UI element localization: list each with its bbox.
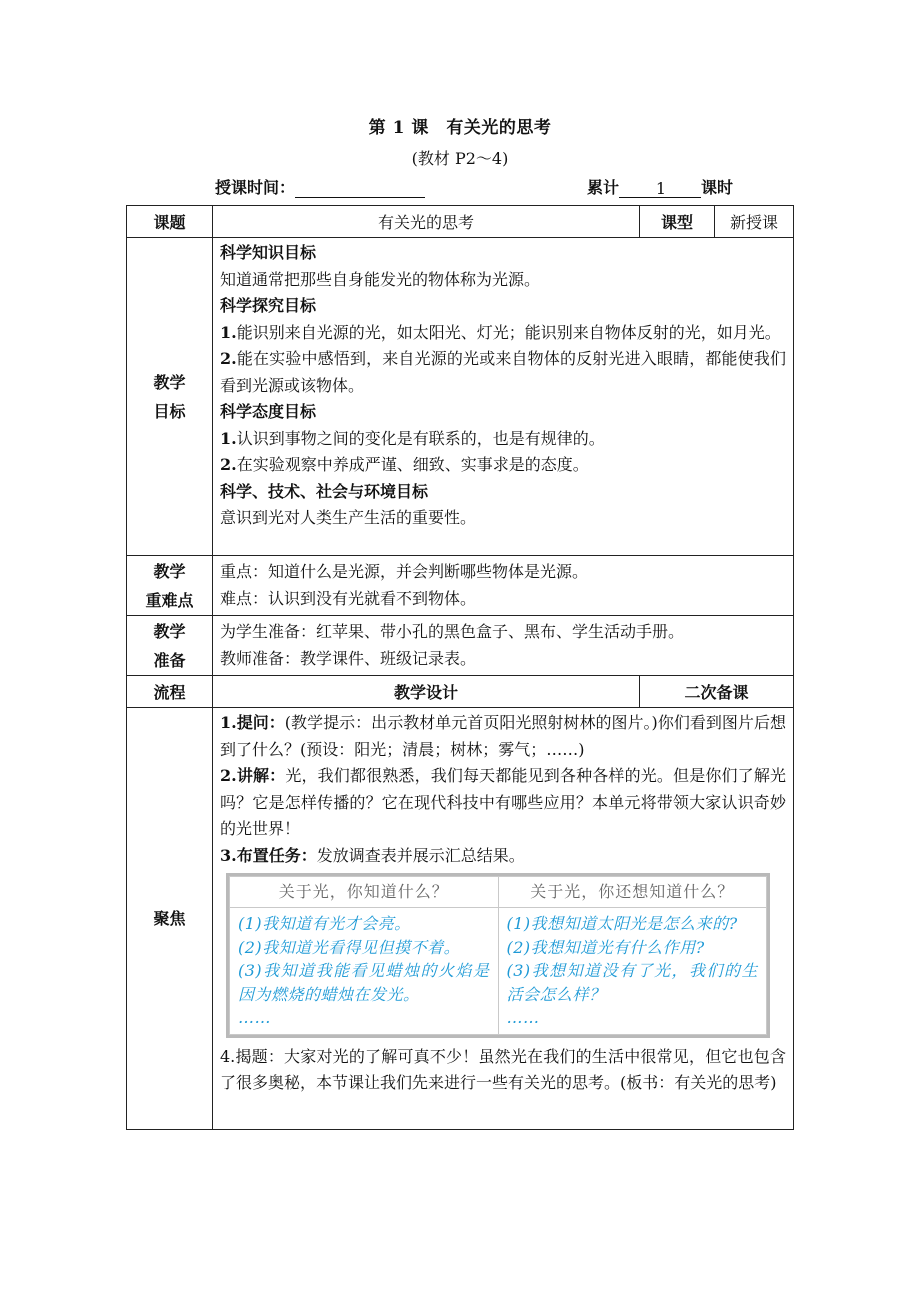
teaching-time-label: 授课时间： bbox=[215, 178, 296, 197]
survey-left-item: (1)我知道有光才会亮。 bbox=[238, 914, 411, 933]
knowledge-goal-text: 知道通常把那些自身能发光的物体称为光源。 bbox=[220, 269, 541, 289]
survey-right-item: (1)我想知道太阳光是怎么来的? bbox=[506, 914, 738, 933]
focus-row bbox=[127, 708, 794, 1130]
focus-step-explain: 2.讲解：光，我们都很熟悉，我们每天都能见到各种各样的光。但是你们了解光吗？它是怎样传播的？它在现代科技中有哪些应用？本单元将带领大家认识奇妙的光世界！ bbox=[220, 766, 786, 838]
lesson-plan-table bbox=[126, 205, 794, 1130]
sts-goal-title: 科学、技术、社会与环境目标 bbox=[220, 481, 429, 501]
survey-left-item: …… bbox=[238, 1008, 271, 1027]
attitude-goal-1: 1.认识到事物之间的变化是有联系的，也是有规律的。 bbox=[220, 428, 605, 448]
teaching-time bbox=[215, 175, 425, 198]
knowledge-goal-title: 科学知识目标 bbox=[220, 243, 317, 262]
blank-before bbox=[619, 179, 655, 198]
cumulative-value[interactable]: 1 bbox=[655, 179, 667, 198]
second-prep-label: 二次备课 bbox=[640, 676, 794, 708]
focus-step-reveal: 4.揭题：大家对光的了解可真不少！虽然光在我们的生活中很常见，但它也包含了很多奥秘，本节课让我们先来进行一些有关光的思考。(板书：有关光的思考) bbox=[220, 1046, 786, 1092]
survey-table bbox=[229, 876, 767, 1035]
survey-right-header: 关于光，你还想知道什么？ bbox=[498, 877, 767, 908]
cumulative-label: 累计 bbox=[587, 178, 620, 197]
survey-left-header: 关于光，你知道什么？ bbox=[230, 877, 499, 908]
lesson-title: 第 1 课 有关光的思考 bbox=[368, 118, 552, 138]
inquiry-goal-2: 2.能在实验中感悟到，来自光源的光或来自物体的反射光进入眼睛，都能使我们看到光源或该物体。 bbox=[220, 349, 786, 395]
focus-label: 聚焦 bbox=[127, 708, 213, 1130]
sts-goal-text: 意识到光对人类生产生活的重要性。 bbox=[220, 508, 477, 527]
textbook-pages: (教材 P2～4) bbox=[411, 149, 509, 168]
topic-value: 有关光的思考 bbox=[213, 206, 640, 238]
key-point: 重点：知道什么是光源，并会判断哪些物体是光源。 bbox=[220, 562, 589, 581]
flow-header-row bbox=[127, 676, 794, 708]
prep-row bbox=[127, 616, 794, 676]
type-value: 新授课 bbox=[715, 206, 794, 238]
goals-row bbox=[127, 238, 794, 556]
inquiry-goal-1: 1.能识别来自光源的光，如太阳光、灯光；能识别来自物体反射的光，如月光。 bbox=[220, 322, 781, 342]
survey-left-item: (3)我知道我能看见蜡烛的火焰是因为燃烧的蜡烛在发光。 bbox=[238, 961, 490, 1004]
goals-content bbox=[213, 238, 794, 556]
design-label: 教学设计 bbox=[213, 676, 640, 708]
topic-label: 课题 bbox=[127, 206, 213, 238]
cumulative-unit: 课时 bbox=[701, 178, 734, 197]
focus-content bbox=[213, 708, 794, 1130]
difficult-point: 难点：认识到没有光就看不到物体。 bbox=[220, 588, 477, 608]
topic-row bbox=[127, 206, 794, 238]
inquiry-goal-title: 科学探究目标 bbox=[220, 296, 317, 315]
prep-content bbox=[213, 616, 794, 676]
blank-after bbox=[667, 179, 701, 198]
prep-label: 教学 准备 bbox=[127, 616, 213, 676]
survey-right-item: …… bbox=[506, 1008, 540, 1027]
flow-label: 流程 bbox=[127, 676, 213, 708]
focus-step-question: 1.提问：(教学提示：出示教材单元首页阳光照射树林的图片。)你们看到图片后想到了什么？(预设：阳光；清晨；树林；雾气；……) bbox=[220, 713, 786, 759]
type-label: 课型 bbox=[640, 206, 715, 238]
attitude-goal-2: 2.在实验观察中养成严谨、细致、实事求是的态度。 bbox=[220, 455, 589, 474]
teacher-prep: 教师准备：教学课件、班级记录表。 bbox=[220, 648, 477, 668]
survey-right-answers bbox=[498, 908, 767, 1035]
survey-right-item: (2)我想知道光有什么作用? bbox=[506, 937, 705, 957]
teaching-time-blank[interactable] bbox=[295, 179, 425, 198]
survey-table-image bbox=[226, 873, 770, 1038]
keypoints-label: 教学 重难点 bbox=[127, 556, 213, 616]
survey-left-item: (2)我知道光看得见但摸不着。 bbox=[238, 937, 461, 957]
attitude-goal-title: 科学态度目标 bbox=[220, 402, 317, 421]
keypoints-content bbox=[213, 556, 794, 616]
keypoints-row bbox=[127, 556, 794, 616]
survey-right-item: (3)我想知道没有了光，我们的生活会怎么样？ bbox=[506, 961, 758, 1004]
cumulative-hours bbox=[587, 175, 733, 198]
survey-left-answers bbox=[230, 908, 499, 1035]
focus-step-task: 3.布置任务：发放调查表并展示汇总结果。 bbox=[220, 845, 525, 865]
student-prep: 为学生准备：红苹果、带小孔的黑色盒子、黑布、学生活动手册。 bbox=[220, 622, 685, 641]
goals-label: 教学 目标 bbox=[127, 238, 213, 556]
